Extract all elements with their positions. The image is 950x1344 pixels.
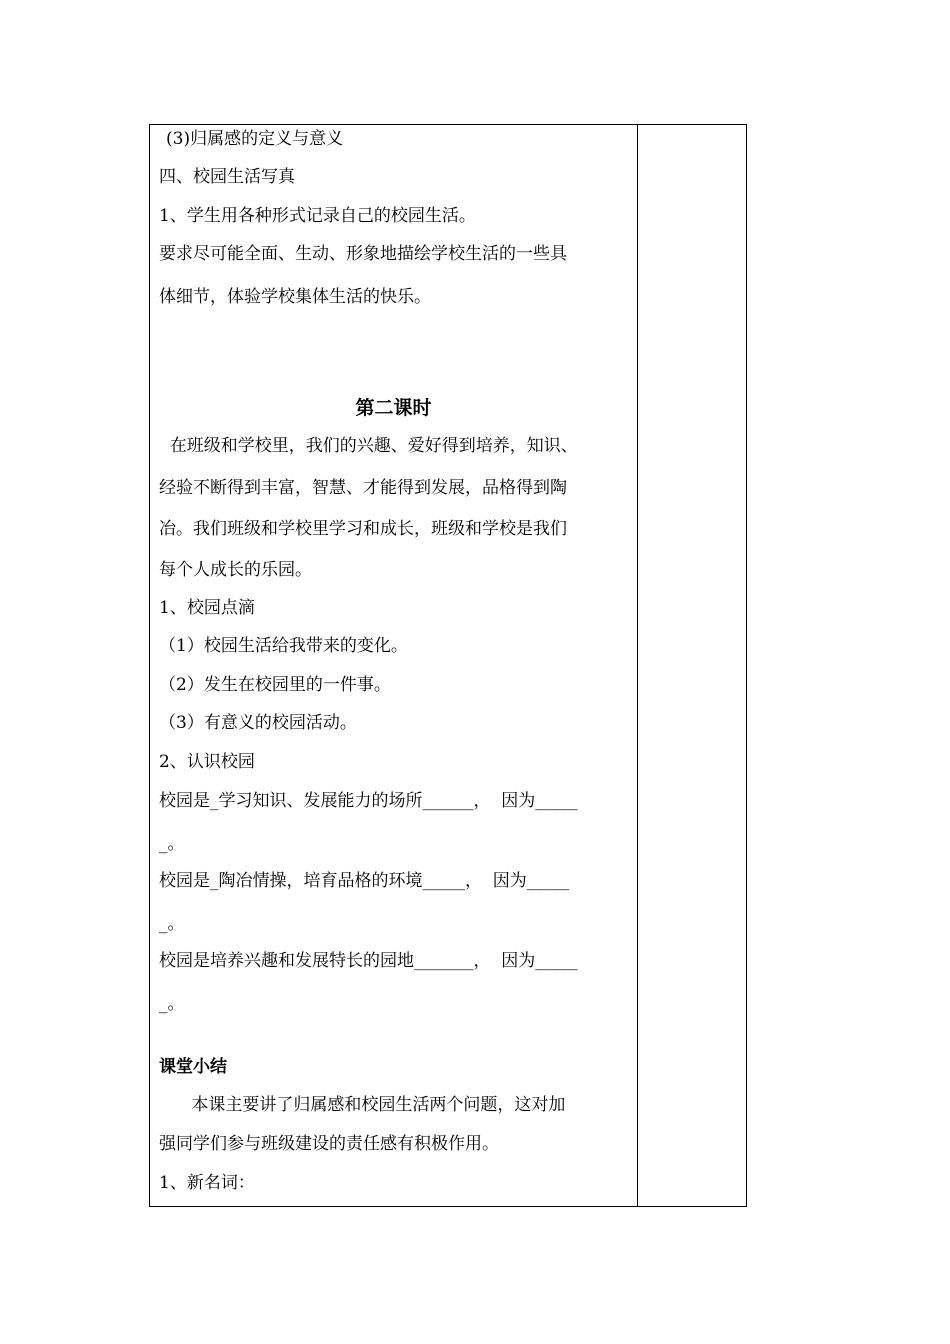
text-line: 每个人成长的乐园。 [159,560,312,580]
text-line: 2、认识校园 [159,752,255,772]
text-line: 1、新名词： [159,1173,255,1193]
text-line: 冶。我们班级和学校里学习和成长，班级和学校是我们 [159,519,567,539]
text-line: 校园是_学习知识、发展能力的场所______， 因为_____ [159,791,578,811]
text-line: _。 [159,994,185,1014]
text-line: 在班级和学校里，我们的兴趣、爱好得到培养，知识、 [159,436,578,456]
text-line: （3）有意义的校园活动。 [159,713,357,733]
text-line: （1）校园生活给我带来的变化。 [159,636,408,656]
text-line: 校园是_陶冶情操，培育品格的环境_____， 因为_____ [159,871,570,891]
text-line: 四、校园生活写真 [159,167,295,187]
text-line: 1、校园点滴 [159,598,255,618]
text-line: 经验不断得到丰富，智慧、才能得到发展，品格得到陶 [159,478,567,498]
text-line: 体细节，体验学校集体生活的快乐。 [159,287,431,307]
text-line: 1、学生用各种形式记录自己的校园生活。 [159,206,476,226]
text-line: 校园是培养兴趣和发展特长的园地_______， 因为_____ [159,951,578,971]
column-divider [637,125,638,1206]
summary-heading: 课堂小结 [159,1057,227,1077]
text-line: (3)归属感的定义与意义 [166,129,344,149]
section-heading: 第二课时 [355,397,432,419]
text-line: _。 [159,834,185,854]
lesson-table [149,124,747,1207]
text-line: _。 [159,914,185,934]
text-line: 要求尽可能全面、生动、形象地描绘学校生活的一些具 [159,244,567,264]
text-line: 本课主要讲了归属感和校园生活两个问题，这对加 [159,1095,566,1115]
text-line: 强同学们参与班级建设的责任感有积极作用。 [159,1134,499,1154]
text-line: （2）发生在校园里的一件事。 [159,675,391,695]
